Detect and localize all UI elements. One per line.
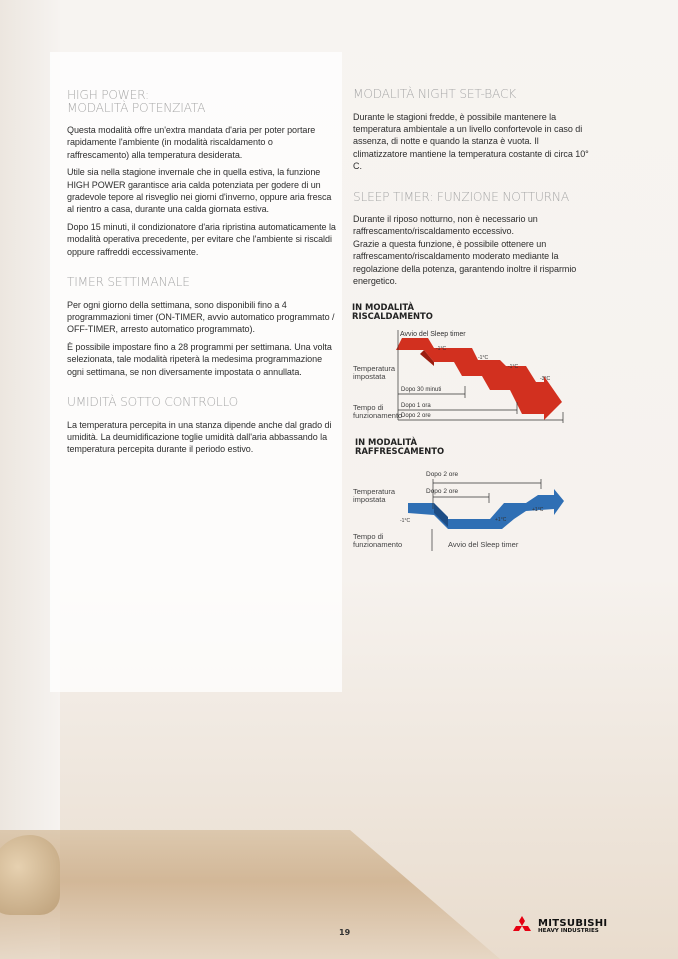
section-sleep-timer xyxy=(353,191,593,288)
section-title: MODALITÀ NIGHT SET-BACK xyxy=(353,87,517,101)
paragraph: La temperatura percepita in una stanza dipende anche dal grado di umidità. La deumidificazione toglie umidità dall'aria abbassando la temperatura percepita durante il periodo estivo. xyxy=(67,419,332,455)
sleep-timer-start-label: Avvio del Sleep timer xyxy=(448,540,519,549)
right-column xyxy=(353,88,593,303)
op-time-label: Tempo di funzionamento xyxy=(353,532,403,549)
background-shoe-image xyxy=(0,835,60,915)
step-label: +1°C xyxy=(495,517,507,523)
three-diamonds-icon xyxy=(510,916,534,936)
background-floor xyxy=(0,830,500,959)
section-high-power xyxy=(67,89,337,258)
time-label: Dopo 2 ore xyxy=(426,488,459,495)
page-number: 19 xyxy=(339,928,351,937)
time-label: Dopo 2 ore xyxy=(401,413,431,419)
heating-diagram-title: IN MODALITÀ RISCALDAMENTO xyxy=(352,302,433,321)
cooling-diagram-title: IN MODALITÀ RAFFRESCAMENTO xyxy=(355,437,445,456)
op-time-label: Tempo di funzionamento xyxy=(353,403,403,420)
section-timer-settimanale xyxy=(67,276,337,378)
step-label: +1°C xyxy=(532,507,544,513)
cooling-diagram xyxy=(350,465,580,555)
time-label: Dopo 2 ore xyxy=(426,471,459,478)
step-label: -1°C xyxy=(436,346,447,352)
paragraph: È possibile impostare fino a 28 programmi per settimana. Una volta selezionata, tale modalità ripeterà la medesima programmazione ogni settimana, se non diversamente impostata o annullata. xyxy=(67,341,332,377)
step-label: -1°C xyxy=(400,518,411,524)
brand-name: MITSUBISHI xyxy=(538,917,608,929)
step-label: -3°C xyxy=(540,376,551,382)
section-umidita xyxy=(67,396,337,456)
section-night-set-back xyxy=(353,88,593,173)
section-title: SLEEP TIMER: FUNZIONE NOTTURNA xyxy=(353,189,569,204)
paragraph: Per ogni giorno della settimana, sono disponibili fino a 4 programmazioni timer (ON-TIMER, avvio automatico programmato / OFF-TIMER, arresto automatico programmato). xyxy=(67,299,335,335)
step-label: -1°C xyxy=(478,355,489,361)
step-label: -1°C xyxy=(508,364,519,370)
paragraph: Durante il riposo notturno, non è necessario un raffrescamento/riscaldamento eccessivo. Grazie a questa funzione, è possibile ottenere un raffrescamento/riscaldamento moderato mediante la regolazione della potenza, garantendo inoltre il risparmio energetico. xyxy=(353,214,577,287)
brand-subtitle: HEAVY INDUSTRIES xyxy=(538,927,599,934)
sleep-timer-start-label: Avvio del Sleep timer xyxy=(400,331,466,338)
section-title: UMIDITÀ SOTTO CONTROLLO xyxy=(67,395,239,409)
heating-diagram xyxy=(350,328,580,423)
time-label: Dopo 30 minuti xyxy=(401,387,442,393)
paragraph: Durante le stagioni fredde, è possibile mantenere la temperatura ambientale a un livello confortevole in caso di assenza, di notte e quando la stanza è vuota. Il climatizzatore mantiene la temperatura costante di circa 10° C. xyxy=(353,111,589,172)
section-title: TIMER SETTIMANALE xyxy=(67,275,190,290)
paragraph: Utile sia nella stagione invernale che in quella estiva, la funzione HIGH POWER garantisce aria calda potenziata per godere di un gradevole tepore al risveglio nei giorni d'inverno, oppure aria fresca al rientro a casa, durante una calda giornata estiva. xyxy=(67,167,332,215)
section-title: HIGH POWER: MODALITÀ POTENZIATA xyxy=(67,88,206,115)
mitsubishi-logo xyxy=(510,916,607,936)
time-label: Dopo 1 ora xyxy=(401,403,431,409)
left-column xyxy=(67,89,337,472)
set-temp-label: Temperatura impostata xyxy=(353,364,396,381)
set-temp-label: Temperatura impostata xyxy=(353,487,396,504)
paragraph: Questa modalità offre un'extra mandata d'aria per poter portare rapidamente l'ambiente (in modalità riscaldamento o raffrescamento) alla temperatura desiderata. xyxy=(67,125,316,160)
paragraph: Dopo 15 minuti, il condizionatore d'aria ripristina automaticamente la modalità operativa precedente, per evitare che l'ambiente si riscaldi oppure raffreddi eccessivamente. xyxy=(67,221,336,257)
